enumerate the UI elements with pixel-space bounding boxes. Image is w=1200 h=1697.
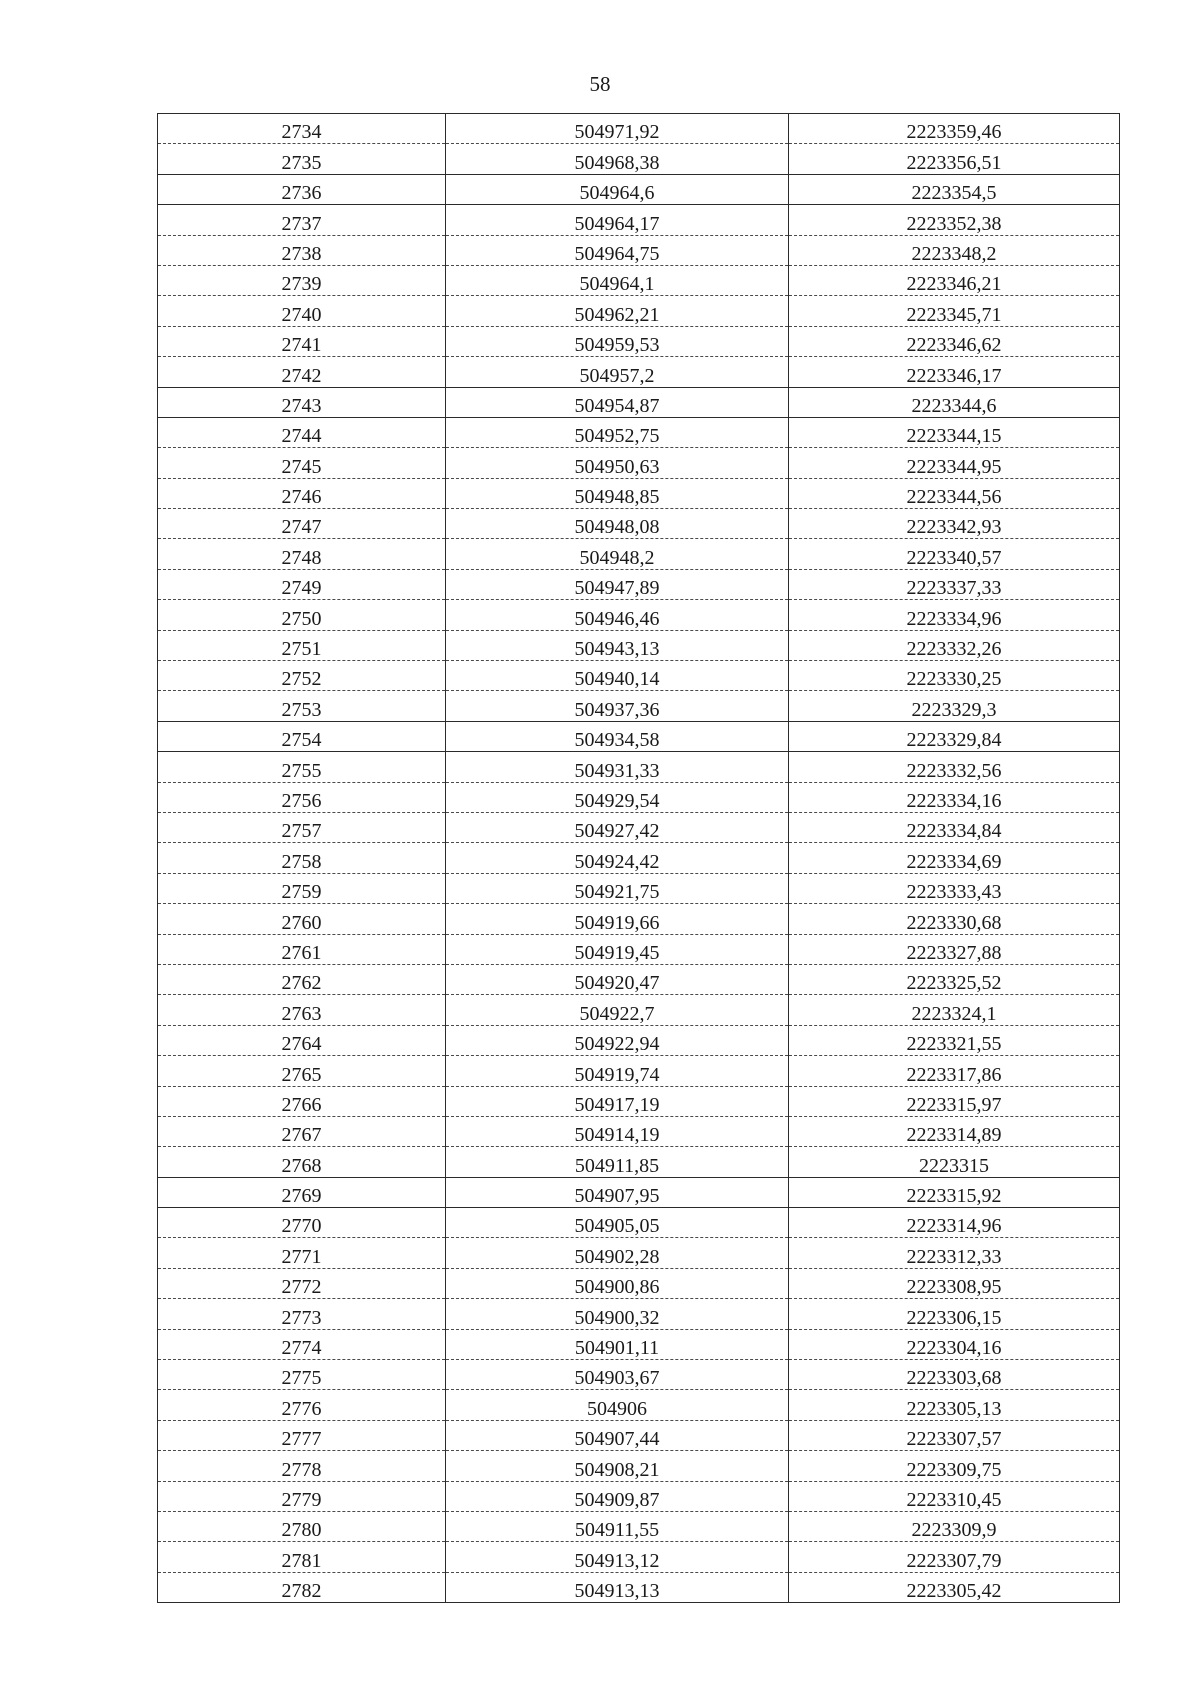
- y-coordinate-cell: 2223329,84: [789, 721, 1120, 751]
- point-number-cell: 2745: [158, 448, 446, 478]
- point-number-cell: 2781: [158, 1542, 446, 1572]
- table-row: [158, 539, 1120, 569]
- point-number-cell: 2768: [158, 1147, 446, 1177]
- point-number-cell: 2744: [158, 417, 446, 447]
- y-coordinate-cell: 2223317,86: [789, 1056, 1120, 1086]
- point-number-cell: 2741: [158, 326, 446, 356]
- x-coordinate-cell: 504968,38: [446, 144, 789, 174]
- table-row: [158, 661, 1120, 691]
- point-number-cell: 2773: [158, 1299, 446, 1329]
- y-coordinate-cell: 2223356,51: [789, 144, 1120, 174]
- x-coordinate-cell: 504903,67: [446, 1360, 789, 1390]
- y-coordinate-cell: 2223346,21: [789, 265, 1120, 295]
- point-number-cell: 2755: [158, 752, 446, 782]
- table-row: [158, 782, 1120, 812]
- point-number-cell: 2756: [158, 782, 446, 812]
- y-coordinate-cell: 2223337,33: [789, 569, 1120, 599]
- x-coordinate-cell: 504920,47: [446, 964, 789, 994]
- point-number-cell: 2739: [158, 265, 446, 295]
- point-number-cell: 2764: [158, 1025, 446, 1055]
- point-number-cell: 2776: [158, 1390, 446, 1420]
- y-coordinate-cell: 2223303,68: [789, 1360, 1120, 1390]
- y-coordinate-cell: 2223344,15: [789, 417, 1120, 447]
- point-number-cell: 2735: [158, 144, 446, 174]
- table-row: [158, 843, 1120, 873]
- point-number-cell: 2761: [158, 934, 446, 964]
- point-number-cell: 2762: [158, 964, 446, 994]
- point-number-cell: 2774: [158, 1329, 446, 1359]
- x-coordinate-cell: 504957,2: [446, 357, 789, 387]
- y-coordinate-cell: 2223307,79: [789, 1542, 1120, 1572]
- y-coordinate-cell: 2223312,33: [789, 1238, 1120, 1268]
- y-coordinate-cell: 2223352,38: [789, 205, 1120, 235]
- point-number-cell: 2782: [158, 1572, 446, 1602]
- x-coordinate-cell: 504943,13: [446, 630, 789, 660]
- y-coordinate-cell: 2223330,25: [789, 661, 1120, 691]
- x-coordinate-cell: 504900,86: [446, 1268, 789, 1298]
- y-coordinate-cell: 2223332,26: [789, 630, 1120, 660]
- page-number: 58: [589, 72, 611, 96]
- x-coordinate-cell: 504971,92: [446, 114, 789, 144]
- table-row: [158, 296, 1120, 326]
- x-coordinate-cell: 504929,54: [446, 782, 789, 812]
- point-number-cell: 2780: [158, 1511, 446, 1541]
- table-row: [158, 387, 1120, 417]
- point-number-cell: 2736: [158, 174, 446, 204]
- point-number-cell: 2765: [158, 1056, 446, 1086]
- table-row: [158, 1572, 1120, 1602]
- y-coordinate-cell: 2223321,55: [789, 1025, 1120, 1055]
- x-coordinate-cell: 504919,74: [446, 1056, 789, 1086]
- table-row: [158, 904, 1120, 934]
- y-coordinate-cell: 2223314,96: [789, 1208, 1120, 1238]
- y-coordinate-cell: 2223334,16: [789, 782, 1120, 812]
- y-coordinate-cell: 2223345,71: [789, 296, 1120, 326]
- table-row: [158, 1116, 1120, 1146]
- point-number-cell: 2769: [158, 1177, 446, 1207]
- x-coordinate-cell: 504962,21: [446, 296, 789, 326]
- x-coordinate-cell: 504964,6: [446, 174, 789, 204]
- y-coordinate-cell: 2223315,92: [789, 1177, 1120, 1207]
- x-coordinate-cell: 504924,42: [446, 843, 789, 873]
- coordinates-table-body: [158, 114, 1120, 1603]
- y-coordinate-cell: 2223324,1: [789, 995, 1120, 1025]
- point-number-cell: 2770: [158, 1208, 446, 1238]
- table-row: [158, 752, 1120, 782]
- y-coordinate-cell: 2223304,16: [789, 1329, 1120, 1359]
- x-coordinate-cell: 504906: [446, 1390, 789, 1420]
- x-coordinate-cell: 504937,36: [446, 691, 789, 721]
- x-coordinate-cell: 504911,55: [446, 1511, 789, 1541]
- table-row: [158, 812, 1120, 842]
- table-row: [158, 1451, 1120, 1481]
- table-row: [158, 600, 1120, 630]
- table-row: [158, 1025, 1120, 1055]
- point-number-cell: 2767: [158, 1116, 446, 1146]
- point-number-cell: 2738: [158, 235, 446, 265]
- table-row: [158, 417, 1120, 447]
- point-number-cell: 2743: [158, 387, 446, 417]
- table-row: [158, 326, 1120, 356]
- y-coordinate-cell: 2223308,95: [789, 1268, 1120, 1298]
- point-number-cell: 2748: [158, 539, 446, 569]
- x-coordinate-cell: 504913,12: [446, 1542, 789, 1572]
- point-number-cell: 2742: [158, 357, 446, 387]
- table-row: [158, 1147, 1120, 1177]
- point-number-cell: 2749: [158, 569, 446, 599]
- point-number-cell: 2771: [158, 1238, 446, 1268]
- table-row: [158, 1511, 1120, 1541]
- point-number-cell: 2737: [158, 205, 446, 235]
- table-row: [158, 1390, 1120, 1420]
- table-row: [158, 478, 1120, 508]
- table-row: [158, 1420, 1120, 1450]
- table-row: [158, 1299, 1120, 1329]
- x-coordinate-cell: 504964,75: [446, 235, 789, 265]
- table-row: [158, 721, 1120, 751]
- y-coordinate-cell: 2223305,13: [789, 1390, 1120, 1420]
- y-coordinate-cell: 2223314,89: [789, 1116, 1120, 1146]
- table-row: [158, 357, 1120, 387]
- y-coordinate-cell: 2223346,62: [789, 326, 1120, 356]
- x-coordinate-cell: 504948,2: [446, 539, 789, 569]
- y-coordinate-cell: 2223334,96: [789, 600, 1120, 630]
- x-coordinate-cell: 504950,63: [446, 448, 789, 478]
- point-number-cell: 2752: [158, 661, 446, 691]
- point-number-cell: 2766: [158, 1086, 446, 1116]
- table-row: [158, 174, 1120, 204]
- x-coordinate-cell: 504907,95: [446, 1177, 789, 1207]
- table-row: [158, 1177, 1120, 1207]
- x-coordinate-cell: 504964,1: [446, 265, 789, 295]
- table-row: [158, 873, 1120, 903]
- table-row: [158, 1238, 1120, 1268]
- point-number-cell: 2777: [158, 1420, 446, 1450]
- point-number-cell: 2750: [158, 600, 446, 630]
- y-coordinate-cell: 2223344,56: [789, 478, 1120, 508]
- table-row: [158, 1360, 1120, 1390]
- y-coordinate-cell: 2223348,2: [789, 235, 1120, 265]
- point-number-cell: 2779: [158, 1481, 446, 1511]
- x-coordinate-cell: 504931,33: [446, 752, 789, 782]
- y-coordinate-cell: 2223310,45: [789, 1481, 1120, 1511]
- y-coordinate-cell: 2223344,95: [789, 448, 1120, 478]
- x-coordinate-cell: 504934,58: [446, 721, 789, 751]
- y-coordinate-cell: 2223342,93: [789, 509, 1120, 539]
- x-coordinate-cell: 504902,28: [446, 1238, 789, 1268]
- x-coordinate-cell: 504947,89: [446, 569, 789, 599]
- x-coordinate-cell: 504952,75: [446, 417, 789, 447]
- y-coordinate-cell: 2223309,9: [789, 1511, 1120, 1541]
- x-coordinate-cell: 504922,7: [446, 995, 789, 1025]
- point-number-cell: 2740: [158, 296, 446, 326]
- x-coordinate-cell: 504909,87: [446, 1481, 789, 1511]
- point-number-cell: 2763: [158, 995, 446, 1025]
- y-coordinate-cell: 2223327,88: [789, 934, 1120, 964]
- table-row: [158, 964, 1120, 994]
- y-coordinate-cell: 2223325,52: [789, 964, 1120, 994]
- x-coordinate-cell: 504921,75: [446, 873, 789, 903]
- table-row: [158, 630, 1120, 660]
- x-coordinate-cell: 504946,46: [446, 600, 789, 630]
- y-coordinate-cell: 2223359,46: [789, 114, 1120, 144]
- x-coordinate-cell: 504901,11: [446, 1329, 789, 1359]
- table-row: [158, 934, 1120, 964]
- table-row: [158, 995, 1120, 1025]
- table-row: [158, 235, 1120, 265]
- x-coordinate-cell: 504913,13: [446, 1572, 789, 1602]
- x-coordinate-cell: 504908,21: [446, 1451, 789, 1481]
- y-coordinate-cell: 2223340,57: [789, 539, 1120, 569]
- y-coordinate-cell: 2223315: [789, 1147, 1120, 1177]
- y-coordinate-cell: 2223307,57: [789, 1420, 1120, 1450]
- table-row: [158, 691, 1120, 721]
- table-row: [158, 509, 1120, 539]
- y-coordinate-cell: 2223346,17: [789, 357, 1120, 387]
- point-number-cell: 2772: [158, 1268, 446, 1298]
- table-row: [158, 448, 1120, 478]
- x-coordinate-cell: 504911,85: [446, 1147, 789, 1177]
- point-number-cell: 2759: [158, 873, 446, 903]
- table-row: [158, 1329, 1120, 1359]
- table-row: [158, 569, 1120, 599]
- x-coordinate-cell: 504948,08: [446, 509, 789, 539]
- table-row: [158, 1208, 1120, 1238]
- x-coordinate-cell: 504964,17: [446, 205, 789, 235]
- table-row: [158, 144, 1120, 174]
- table-row: [158, 1542, 1120, 1572]
- x-coordinate-cell: 504914,19: [446, 1116, 789, 1146]
- y-coordinate-cell: 2223334,69: [789, 843, 1120, 873]
- point-number-cell: 2751: [158, 630, 446, 660]
- y-coordinate-cell: 2223329,3: [789, 691, 1120, 721]
- y-coordinate-cell: 2223333,43: [789, 873, 1120, 903]
- point-number-cell: 2758: [158, 843, 446, 873]
- y-coordinate-cell: 2223306,15: [789, 1299, 1120, 1329]
- coordinates-table: [157, 113, 1120, 1603]
- point-number-cell: 2757: [158, 812, 446, 842]
- y-coordinate-cell: 2223315,97: [789, 1086, 1120, 1116]
- point-number-cell: 2778: [158, 1451, 446, 1481]
- table-row: [158, 1268, 1120, 1298]
- x-coordinate-cell: 504927,42: [446, 812, 789, 842]
- y-coordinate-cell: 2223334,84: [789, 812, 1120, 842]
- table-row: [158, 205, 1120, 235]
- point-number-cell: 2760: [158, 904, 446, 934]
- table-row: [158, 265, 1120, 295]
- y-coordinate-cell: 2223330,68: [789, 904, 1120, 934]
- x-coordinate-cell: 504917,19: [446, 1086, 789, 1116]
- x-coordinate-cell: 504922,94: [446, 1025, 789, 1055]
- table-row: [158, 1056, 1120, 1086]
- table-row: [158, 1481, 1120, 1511]
- point-number-cell: 2753: [158, 691, 446, 721]
- y-coordinate-cell: 2223332,56: [789, 752, 1120, 782]
- x-coordinate-cell: 504900,32: [446, 1299, 789, 1329]
- x-coordinate-cell: 504907,44: [446, 1420, 789, 1450]
- point-number-cell: 2734: [158, 114, 446, 144]
- x-coordinate-cell: 504948,85: [446, 478, 789, 508]
- x-coordinate-cell: 504905,05: [446, 1208, 789, 1238]
- x-coordinate-cell: 504954,87: [446, 387, 789, 417]
- point-number-cell: 2775: [158, 1360, 446, 1390]
- point-number-cell: 2747: [158, 509, 446, 539]
- x-coordinate-cell: 504940,14: [446, 661, 789, 691]
- y-coordinate-cell: 2223305,42: [789, 1572, 1120, 1602]
- point-number-cell: 2754: [158, 721, 446, 751]
- x-coordinate-cell: 504919,66: [446, 904, 789, 934]
- y-coordinate-cell: 2223344,6: [789, 387, 1120, 417]
- table-row: [158, 1086, 1120, 1116]
- x-coordinate-cell: 504959,53: [446, 326, 789, 356]
- table-row: [158, 114, 1120, 144]
- x-coordinate-cell: 504919,45: [446, 934, 789, 964]
- y-coordinate-cell: 2223309,75: [789, 1451, 1120, 1481]
- point-number-cell: 2746: [158, 478, 446, 508]
- y-coordinate-cell: 2223354,5: [789, 174, 1120, 204]
